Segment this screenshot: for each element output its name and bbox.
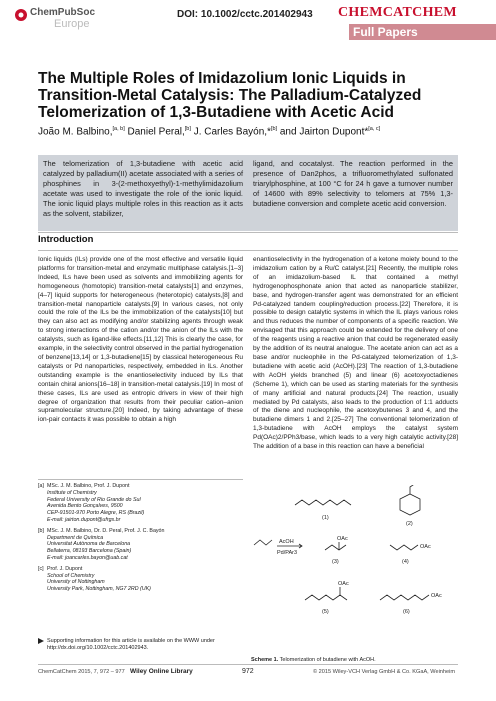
supporting-info xyxy=(38,638,238,652)
affiliation-line: Institute of Chemistry xyxy=(47,489,97,496)
compound-label: (6) xyxy=(403,609,410,615)
oac-label: OAc xyxy=(338,581,349,587)
body-column-right: enantioselectivity in the hydrogenation of a ketone moiety bound to the imidazolium cation by a Ru/C catalyst.[21] Recently, the multiple roles of an imidazolium-based IL that contained a methyl hydrogenophosphonate anion that acted as nanoparticle stabilizer, base, and hydrogen-transfer agent was demonstrated for an efficient Pd-catalyzed tandem coupling/reduction process.[22] Therefore, it is possible to design catalytic systems in which the IL plays various roles and thus reduces the number of components of a specific reaction. We envisaged that this approach could be extended for the delivery of one of the reagents using a reactive anion that could be regenerated easily by the addition of its neutral analogue. The acetate anion can act as a base and/or nucleophile in the Pd-catalyzed telomerization of 1,3-butadiene with acetic acid (AcOH).[23] The reaction of 1,3-butadiene with AcOH yields branched (5) and linear (6) acetoxyoctadienes (Scheme 1), which can be used as starting materials for the synthesis of many artificial and natural products.[24] The reaction, usually mediated by Pd catalysts, also leads to the production of 1:1 adducts of the diene and nucleophile, the acetoxybutenes 3 and 4, and the butadiene dimers 1 and 2.[25–27] The conventional telomerization of 1,3-butadiene with AcOH employs the catalyst system Pd(OAc)2/PPh3/base, which leads to a very high catalytic activity.[28] The addition of a base in this reaction can have a beneficial xyxy=(253,256,458,451)
product-6-structure xyxy=(380,595,429,600)
affiliation-b xyxy=(38,528,243,562)
butadiene-structure xyxy=(254,540,272,545)
copyright: © 2015 Wiley-VCH Verlag GmbH & Co. KGaA, Weinheim xyxy=(313,669,456,675)
author-affiliation: [a, b] xyxy=(112,126,125,132)
affiliation-tag: [c] xyxy=(38,565,44,572)
author: Daniel Peral, xyxy=(127,126,185,138)
affiliation-line: Prof. J. Dupont xyxy=(47,565,83,572)
divider xyxy=(38,664,458,665)
product-5-structure xyxy=(305,595,347,600)
scheme-caption-text: Telomerization of butadiene with AcOH. xyxy=(279,657,376,663)
supporting-info-text[interactable]: Supporting information for this article is available on the WWW under http://dx.doi.org/10.1002/cctc.201402943. xyxy=(47,638,215,651)
doi[interactable]: DOI: 10.1002/cctc.201402943 xyxy=(177,9,313,20)
scheme-caption-label: Scheme 1. xyxy=(251,657,279,663)
author-affiliation: [b] xyxy=(184,126,191,132)
affiliation-line: MSc. J. M. Balbino, Dr. D. Peral, Prof. J. C. Bayón xyxy=(47,527,165,534)
publisher-logo xyxy=(14,7,114,33)
journal-name: CHEMCATCHEM xyxy=(338,5,457,20)
author: J. Carles Bayón,* xyxy=(193,126,271,138)
author: and Jairton Dupont* xyxy=(279,126,369,138)
affiliation-line: University Park, Nottingham, NG7 2RD (UK) xyxy=(47,586,151,593)
affiliation-line: University of Nottingham xyxy=(47,579,105,586)
affiliation-line: Universitat Autònoma de Barcelona xyxy=(47,541,131,548)
section-label: Full Papers xyxy=(353,25,418,39)
wiley-online-library-link[interactable]: Wiley Online Library xyxy=(130,668,193,675)
compound-label: (1) xyxy=(322,515,329,521)
divider xyxy=(38,479,243,480)
affiliation-tag: [a] xyxy=(38,483,44,489)
product-3-structure xyxy=(325,545,346,550)
body-column-left: Ionic liquids (ILs) provide one of the most effective and versatile liquid platforms for transition-metal and enzymatic multiphase catalysis.[1–3] Indeed, ILs have been used as solvents and immobilizing agents for homogeneous (homotopic) transition-metal catalysts[1] and enzymes,[4–7] liquid supports for heterogeneous (heterotopic) catalysts,[8] and transition-metal nanoparticle catalysts.[9] In various cases, not only could the role of the ILs be the immobilization of the catalysts[10] but they can also act as modifying and/or stabilizing agents through weak to strong interactions of the cation and/or the anion of the ILs with the catalysts, such as ligand-like effects.[11,12] This is clearly the case, for example, in the selectivity control observed in the partial hydrogenation of benzene[13,14] or 1,3-butadiene[15] by classical heterogeneous Ru catalysts or Pd nanoparticles, respectively, embedded in ILs. Another outstanding example is the enantioselectivity induced by ILs that contain chiral anions[16–18] in transition-metal catalysis.[19] In most of these cases, ILs are used as entropic drivers in view of their high degree of organization that results from their peculiar cation–anion supramolecular structure.[20] Indeed, by taking advantage of these ion-pair contacts it was possible to obtain a high xyxy=(38,256,243,424)
affiliation-line: Federal University of Rio Grande do Sul xyxy=(47,496,141,503)
divider xyxy=(38,232,458,233)
reagent-top: AcOH xyxy=(279,539,294,545)
compound-label: (5) xyxy=(322,609,329,615)
compound-label: (3) xyxy=(332,559,339,565)
affiliation-line: Avenida Bento Gonçalves, 9500 xyxy=(47,503,123,510)
affiliation-line: Bellaterra, 08193 Barcelona (Spain) xyxy=(47,548,132,555)
affiliation-tag: [b] xyxy=(38,527,44,534)
affiliation-email[interactable]: E-mail: jairton.dupont@ufrgs.br xyxy=(47,516,121,523)
product-1-structure xyxy=(295,500,351,505)
oac-label: OAc xyxy=(420,544,431,550)
affiliation-email[interactable]: E-mail: joancarles.bayon@uab.cat xyxy=(47,554,128,561)
affiliation-a xyxy=(38,483,243,524)
publisher-region: Europe xyxy=(54,18,90,30)
chempubsoc-logo-icon xyxy=(14,8,28,22)
publisher-name: ChemPubSoc xyxy=(30,7,96,18)
section-heading: Introduction xyxy=(38,234,94,245)
abstract-right: ligand, and cocatalyst. The reaction performed in the presence of Dan2phos, a trifluoromethylated sulfonated triarylphosphine, at 100 °C for 24 h gave a turnover number of 14600 with 89% selectivity to telomers at 75% 1,3-butadiene conversion and complete acetic acid conversion. xyxy=(253,159,453,208)
scheme-1-figure xyxy=(250,485,460,645)
author-affiliation: [b] xyxy=(270,126,278,132)
product-2-structure xyxy=(400,494,420,515)
author-list xyxy=(38,126,468,137)
abstract-box xyxy=(38,155,458,231)
author-affiliation: [a, c] xyxy=(368,126,381,132)
arrow-right-icon xyxy=(38,638,44,647)
author: João M. Balbino, xyxy=(38,126,113,138)
affiliations xyxy=(38,483,243,593)
reagent-bottom: Pd/PAr3 xyxy=(277,550,298,556)
scheme-caption xyxy=(251,657,376,663)
affiliation-line: MSc. J. M. Balbino, Prof. J. Dupont xyxy=(47,483,130,489)
affiliation-c xyxy=(38,566,243,593)
citation-line: ChemCatChem 2015, 7, 972 – 977 xyxy=(38,669,125,675)
oac-label: OAc xyxy=(337,536,348,542)
page-number: 972 xyxy=(242,668,254,675)
affiliation-line: CEP-91501-970 Porto Alegre, RS (Brazil) xyxy=(47,510,145,517)
compound-label: (2) xyxy=(406,521,413,527)
affiliation-line: Department de Química xyxy=(47,534,104,541)
article-title: The Multiple Roles of Imidazolium Ionic Liquids in Transition-Metal Catalysis: The Palladium-Catalyzed Telomerization of 1,3-Butadiene with Acetic Acid xyxy=(38,70,422,121)
product-4-structure xyxy=(390,545,418,550)
divider xyxy=(38,250,458,251)
section-banner xyxy=(349,24,496,40)
abstract-left: The telomerization of 1,3-butadiene with acetic acid catalyzed by palladium(II) acetate associated with a series of phosphines in 3-(2-methoxyethyl)-1-methylimidazolium acetate was used to investigate the role of the ionic liquid. The ionic liquid plays multiple roles in this reaction as it acts as the solvent, stabilizer, xyxy=(43,159,243,218)
affiliation-line: School of Chemistry xyxy=(47,572,95,579)
oac-label: OAc xyxy=(431,593,442,599)
compound-label: (4) xyxy=(402,559,409,565)
